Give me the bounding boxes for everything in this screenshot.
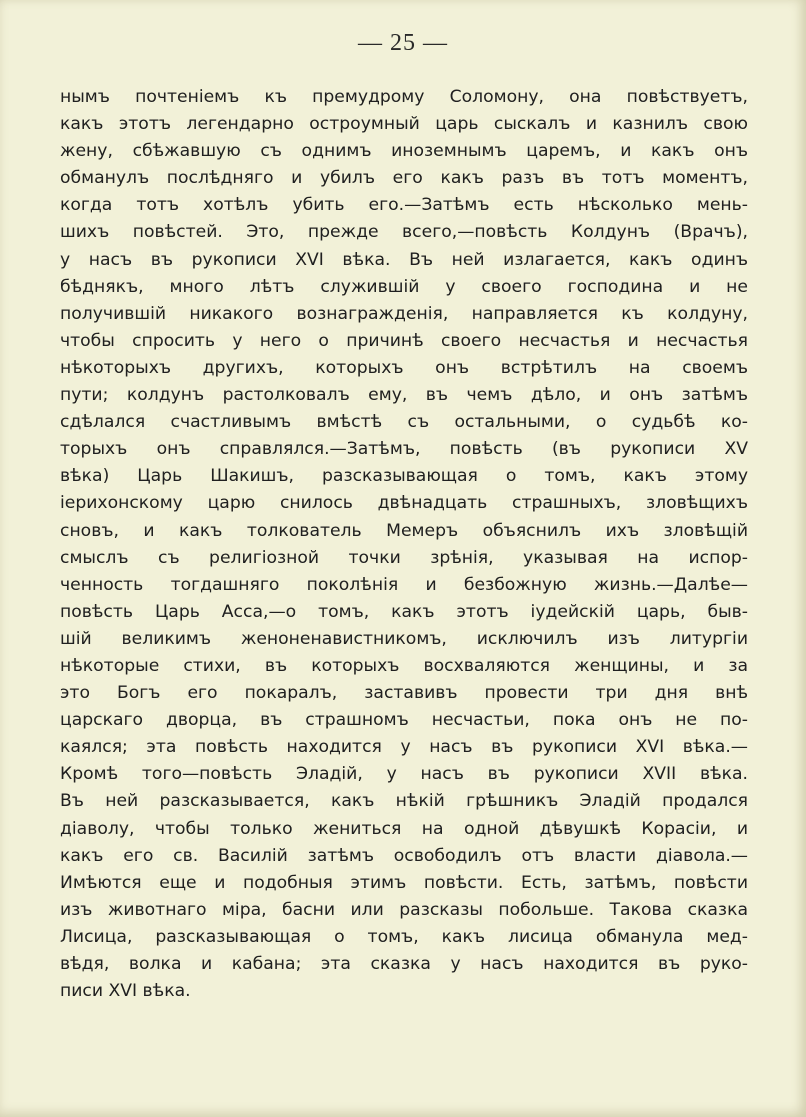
text-line: когда тотъ хотѣлъ убить его.—Затѣмъ есть нѣсколько мень-	[60, 195, 748, 216]
text-line: пути; колдунъ растолковалъ ему, въ чемъ дѣло, и онъ затѣмъ	[60, 385, 748, 406]
text-line: царскаго дворца, въ страшномъ несчастьи, пока онъ не по-	[60, 710, 748, 731]
body-text	[60, 84, 748, 1005]
text-line: іерихонскому царю снилось двѣнадцать страшныхъ, зловѣщихъ	[60, 493, 748, 514]
text-line: сновъ, и какъ толкователь Мемеръ объяснилъ ихъ зловѣщій	[60, 520, 748, 541]
text-line: повѣсть Царь Асса,—о томъ, какъ этотъ іудейскій царь, быв-	[60, 601, 748, 622]
text-line: нѣкоторыхъ другихъ, которыхъ онъ встрѣтилъ на своемъ	[60, 357, 748, 378]
text-line: писи XVI вѣка.	[60, 981, 191, 1002]
text-line: сдѣлался счастливымъ вмѣстѣ съ остальными, о судьбѣ ко-	[60, 412, 748, 433]
text-line: Лисица, разсказывающая о томъ, какъ лисица обманула мед-	[60, 926, 748, 947]
text-line: Кромѣ того—повѣсть Эладій, у насъ въ рукописи XVII вѣка.	[60, 764, 748, 785]
text-line: получившій никакого вознагражденія, направляется къ колдуну,	[60, 303, 748, 324]
text-line: нѣкоторые стихи, въ которыхъ восхваляются женщины, и за	[60, 655, 748, 676]
text-line: изъ животнаго міра, басни или разсказы побольше. Такова сказка	[60, 899, 748, 920]
text-line: у насъ въ рукописи XVI вѣка. Въ ней излагается, какъ одинъ	[60, 249, 748, 270]
text-line: ченность тогдашняго поколѣнія и безбожную жизнь.—Далѣе—	[60, 574, 748, 595]
text-line: вѣдя, волка и кабана; эта сказка у насъ находится въ руко-	[60, 954, 748, 974]
text-line: вѣка) Царь Шакишъ, разсказывающая о томъ, какъ этому	[60, 466, 748, 487]
text-line: Въ ней разсказывается, какъ нѣкій грѣшникъ Эладій продался	[60, 791, 748, 812]
text-line: Имѣются еще и подобныя этимъ повѣсти. Есть, затѣмъ, повѣсти	[60, 872, 748, 893]
text-line: каялся; эта повѣсть находится у насъ въ рукописи XVI вѣка.—	[60, 737, 748, 758]
text-line: шихъ повѣстей. Это, прежде всего,—повѣсть Колдунъ (Врачъ),	[60, 222, 748, 243]
text-line: чтобы спросить у него о причинѣ своего несчастья и несчастья	[60, 330, 748, 351]
text-line: обманулъ послѣдняго и убилъ его какъ разъ въ тотъ моментъ,	[60, 168, 748, 189]
text-line: торыхъ онъ справлялся.—Затѣмъ, повѣсть (въ рукописи XV	[60, 439, 748, 460]
text-line: діаволу, чтобы только жениться на одной дѣвушкѣ Корасіи, и	[60, 818, 748, 839]
text-line: какъ этотъ легендарно остроумный царь сыскалъ и казнилъ свою	[60, 114, 748, 135]
text-line: жену, сбѣжавшую съ однимъ иноземнымъ царемъ, и какъ онъ	[60, 141, 748, 162]
text-line: шій великимъ женоненавистникомъ, исключилъ изъ литургіи	[60, 628, 748, 649]
text-line: нымъ почтеніемъ къ премудрому Соломону, она повѣствуетъ,	[60, 87, 748, 107]
text-line: какъ его св. Василій затѣмъ освободилъ отъ власти діавола.—	[60, 845, 748, 866]
text-line: это Богъ его покаралъ, заставивъ провести три дня внѣ	[60, 683, 748, 704]
text-line: бѣднякъ, много лѣтъ служившій у своего господина и не	[60, 276, 748, 297]
text-line: смыслъ съ религіозной точки зрѣнія, указывая на испор-	[60, 547, 748, 568]
page-number: — 25 —	[358, 30, 448, 56]
